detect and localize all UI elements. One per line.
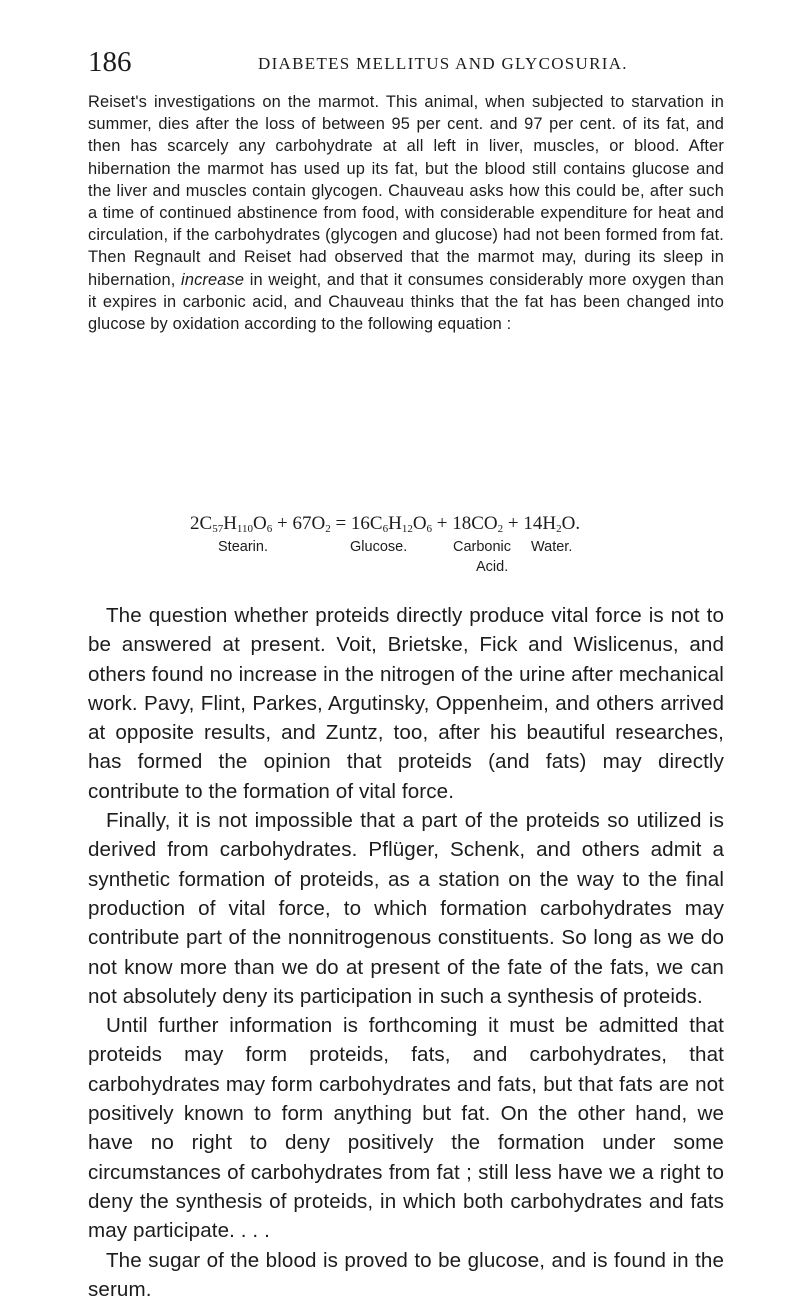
label-carbonic: Carbonic [453,539,512,555]
page-number: 186 [88,46,132,78]
label-water: Water. [531,539,573,555]
paragraph-synthesis: Finally, it is not impossible that a part of the proteids so utilized is derived from carbohydrates. Pflüger, Schenk, and others admit a synthetic formation of proteids, as a station on the way to the final production of vital force, to which formation carbohydrates may contribute part of the nonnitrogenous constituents. So long as we do not know more than we do at present of the fate of the fats, we can not absolutely deny its participation in such a synthesis of proteids. [88,809,724,1008]
paragraph-blood-sugar: The sugar of the blood is proved to be glucose, and is found in the serum. [88,1248,724,1301]
label-acid: Acid. [476,559,509,575]
paragraph-proteids-vital-force: The question whether proteids directly produce vital force is not to be answered at present. Voit, Brietske, Fick and Wislicenus, and others found no increase in the nitrogen of the urine after mechanical work. Pavy, Flint, Parkes, Argutinsky, Oppenheim, and others arrived at opposite results, and Zuntz, too, after his beautiful researches, has formed the opinion that proteids (and fats) may directly contribute to the formation of vital force. [88,604,724,803]
page-header [88,44,738,84]
body-text [88,601,724,1304]
equation-labels [218,538,738,582]
italic-word: increase [181,270,245,289]
intro-paragraph: Reiset's investigations on the marmot. This animal, when subjected to starvation in summer, dies after the loss of between 95 per cent. and 97 per cent. of its fat, and then has scarcely any carbohydrate at all left in liver, muscles, or blood. After hibernation the marmot has used up its fat, but the blood still contains glucose and the liver and muscles contain glycogen. Chauveau asks how this could be, after such a time of continued abstinence from food, with considerable expenditure for heat and circulation, if the carbohydrates (glycogen and glucose) had not been formed from fat. Then Regnault and Reiset had observed that the marmot may, during its sleep in hibernation, increase in weight, and that it consumes considerably more oxygen than it expires in carbonic acid, and Chauveau thinks that the fat has been changed into glucose by oxidation according to the following equation : [88,93,724,334]
paragraph-conclusion: Until further information is forthcoming it must be admitted that proteids may form proteids, fats, and carbohydrates, that carbohydrates may form carbohydrates and fats, but that fats are not positively known to form anything but fat. On the other hand, we have no right to deny positively the formation under some circumstances of carbohydrates from fat ; still less have we a right to deny the synthesis of proteids, in which both carbohydrates and fats may participate. . . . [88,1014,724,1243]
chemical-equation: $2C_{57}H_{110}O_6 + 67O_2 = 16C_6H_{12}O_6 + 18CO_2 + 14H_2O$. [190,513,581,535]
label-glucose: Glucose. [350,539,408,555]
label-stearin: Stearin. [218,539,268,555]
running-head: DIABETES MELLITUS AND GLYCOSURIA. [258,54,628,73]
small-print-block [88,91,724,335]
